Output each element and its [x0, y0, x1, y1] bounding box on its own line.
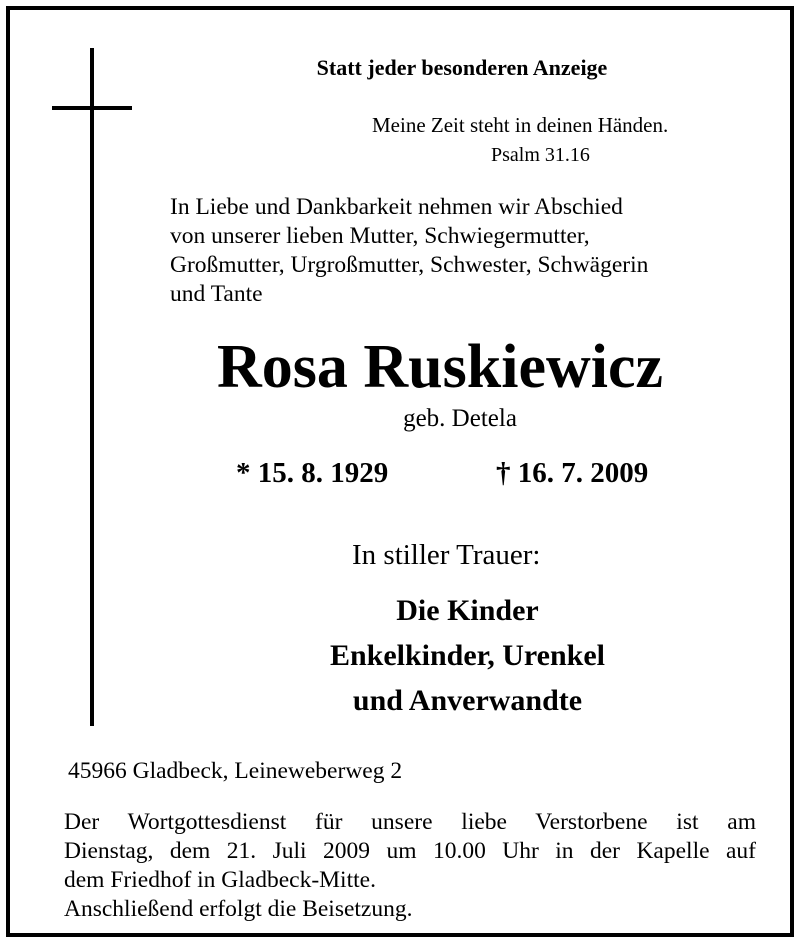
mourner-line: Die Kinder	[396, 594, 539, 627]
birth-date: * 15. 8. 1929	[236, 457, 389, 489]
service-line: Der Wortgottesdienst für unsere liebe Verstorbene ist am	[64, 809, 756, 835]
deceased-name: Rosa Ruskiewicz	[217, 333, 664, 401]
maiden-name: geb. Detela	[403, 405, 517, 432]
mourner-line: Enkelkinder, Urenkel	[329, 639, 606, 672]
mourner-line: und Anverwandte	[352, 684, 583, 717]
farewell-line: Großmutter, Urgroßmutter, Schwester, Schwägerin	[170, 252, 649, 278]
funeral-service-info	[64, 808, 756, 924]
farewell-text	[170, 193, 648, 309]
family-address: 45966 Gladbeck, Leineweberweg 2	[68, 758, 403, 784]
service-line: Anschließend erfolgt die Beisetzung.	[64, 896, 413, 922]
bible-verse: Meine Zeit steht in deinen Händen.	[372, 113, 669, 137]
obituary-notice	[6, 6, 794, 937]
farewell-line: In Liebe und Dankbarkeit nehmen wir Abschied	[170, 194, 623, 220]
mourning-intro: In stiller Trauer:	[352, 539, 541, 571]
notice-header: Statt jeder besonderen Anzeige	[316, 55, 608, 80]
service-line: dem Friedhof in Gladbeck-Mitte.	[64, 867, 376, 893]
farewell-line: von unserer lieben Mutter, Schwiegermutter,	[170, 223, 590, 249]
mourners-list	[10, 588, 800, 723]
cross-horizontal-bar	[52, 106, 132, 110]
death-date: † 16. 7. 2009	[496, 457, 649, 489]
service-line: Dienstag, dem 21. Juli 2009 um 10.00 Uhr in der Kapelle auf	[64, 838, 756, 864]
farewell-line: und Tante	[170, 281, 263, 307]
bible-verse-reference: Psalm 31.16	[491, 144, 590, 166]
